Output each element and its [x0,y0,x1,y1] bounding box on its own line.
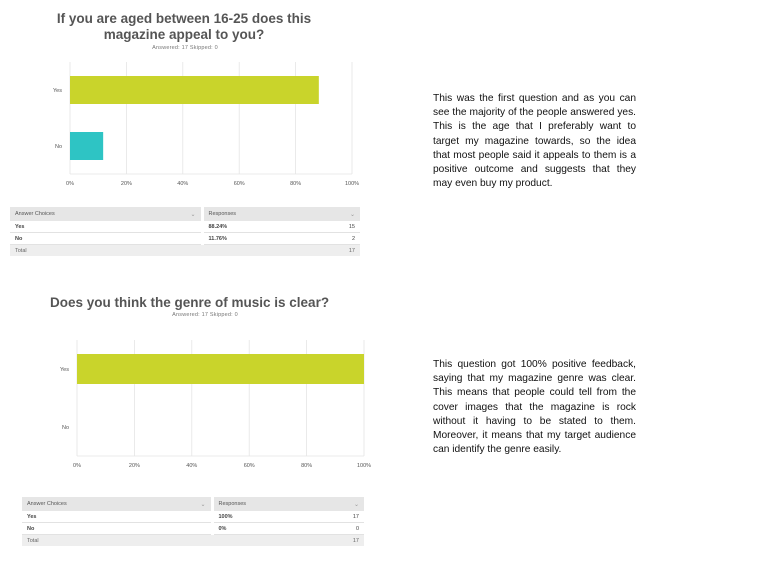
chevron-down-icon: ⌄ [353,501,359,508]
q2-responses-header[interactable] [212,497,364,511]
q2-bar-chart [50,340,380,480]
q1-responses-label: Responses [208,210,237,217]
q2-row-no-percent: 0% [212,523,308,535]
q1-row-yes-count: 15 [302,221,360,233]
q2-bar-yes [77,354,364,384]
q1-total-row [10,245,360,257]
q1-x-tick-label: 100% [344,181,360,187]
q2-commentary: This question got 100% positive feedback, saying that my magazine genre was clear. This means that people could tell from the cover images that the magazine is rock without it having to be stated to them. Moreover, it means that my target audience can identify the genre easily. [433,359,636,456]
q1-x-tick-label: 80% [290,181,302,187]
q1-category-label-yes: Yes [53,88,62,94]
q1-x-tick-label: 40% [177,181,189,187]
q1-total-label: Total [10,245,202,257]
q2-x-tick-label: 20% [128,463,140,469]
q1-row-no-choice: No [10,233,202,245]
q1-answer-choices-header[interactable] [10,207,202,221]
q2-answered-skipped: Answered: 17 Skipped: 0 [172,312,238,318]
q2-x-tick-label: 0% [73,463,81,469]
q2-responses-table [22,497,364,546]
q1-x-tick-label: 60% [233,181,245,187]
q1-commentary: This was the first question and as you can see the majority of the people answered yes. This is the age that I preferably want to target my magazine towards, so the idea that most people said it appeals to them is a positive outcome and suggests that they may even buy my product. [433,93,636,190]
q2-row-yes-choice: Yes [22,511,212,523]
q1-table-header [10,207,360,221]
table-row [22,511,364,523]
q2-row-yes-percent: 100% [212,511,308,523]
q1-row-no-count: 2 [302,233,360,245]
chevron-down-icon: ⌄ [349,211,355,218]
q2-table-header [22,497,364,511]
q2-x-tick-label: 40% [186,463,198,469]
q1-bar-chart [40,62,370,192]
q2-x-tick-label: 100% [356,463,372,469]
chevron-down-icon: ⌄ [200,501,206,508]
q2-row-no-choice: No [22,523,212,535]
q2-answer-choices-header[interactable] [22,497,212,511]
table-row [22,523,364,535]
q2-x-tick-label: 80% [301,463,313,469]
q1-bar-yes [70,76,319,104]
chevron-down-icon: ⌄ [190,211,196,218]
q2-total-count: 17 [308,535,364,547]
q1-title: If you are aged between 16-25 does this magazine appeal to you? [56,11,312,42]
q1-row-no-percent: 11.76% [202,233,302,245]
table-row [10,233,360,245]
q1-total-count: 17 [302,245,360,257]
table-row [10,221,360,233]
q2-title: Does you think the genre of music is clear? [50,295,330,310]
q2-row-no-count: 0 [308,523,364,535]
q2-total-label: Total [22,535,212,547]
q1-x-tick-label: 0% [66,181,74,187]
q1-answer-choices-label: Answer Choices [15,210,55,217]
q1-responses-header[interactable] [202,207,360,221]
q1-row-yes-percent: 88.24% [202,221,302,233]
q1-row-yes-choice: Yes [10,221,202,233]
q2-category-label-yes: Yes [60,367,69,373]
q1-responses-table [10,207,360,256]
q1-bar-no [70,132,103,160]
q2-total-row [22,535,364,547]
q2-row-yes-count: 17 [308,511,364,523]
q2-answer-choices-label: Answer Choices [27,500,67,507]
q2-category-label-no: No [61,425,69,431]
q1-x-tick-label: 20% [120,181,132,187]
q1-answered-skipped: Answered: 17 Skipped: 0 [152,45,218,51]
q1-category-label-no: No [54,144,62,150]
q2-responses-label: Responses [218,500,247,507]
q2-x-tick-label: 60% [243,463,255,469]
